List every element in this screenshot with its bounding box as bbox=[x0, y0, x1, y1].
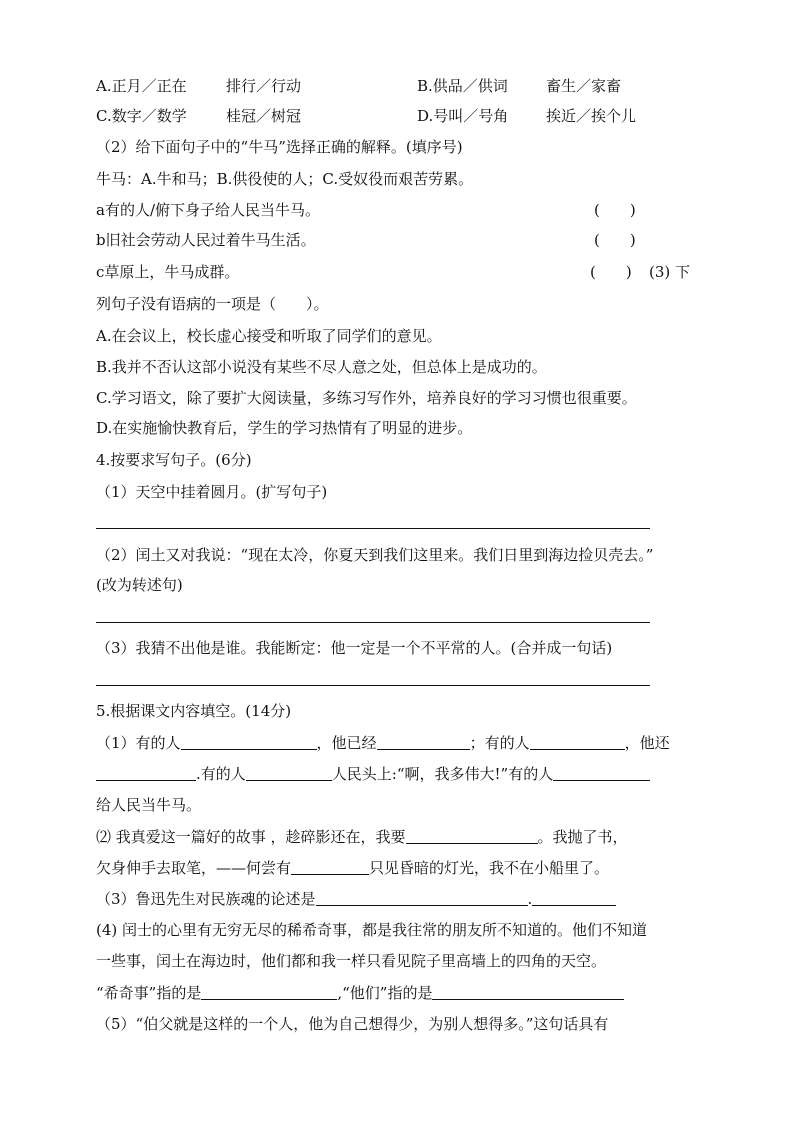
answer-line-q4-1[interactable] bbox=[96, 528, 650, 529]
q3-2-sentence-a: a有的人/俯下身子给人民当牛马。 bbox=[96, 201, 320, 219]
q5-line-3: 给人民当牛马。 bbox=[96, 796, 202, 814]
q4-title: 4.按要求写句子。(6分) bbox=[96, 451, 252, 469]
option-d2: 挨近／挨个儿 bbox=[546, 107, 637, 125]
q5-text: ，他已经 bbox=[316, 734, 377, 752]
q5-text: 。我抛了书， bbox=[537, 828, 628, 846]
q5-text: 人民头上:“啊，我多伟大!”有的人 bbox=[331, 765, 554, 783]
answer-line-q4-3[interactable] bbox=[96, 685, 650, 686]
fill-blank[interactable] bbox=[201, 983, 337, 1000]
q5-text: . bbox=[527, 890, 533, 908]
q3-2-prompt: （2）给下面句子中的“牛马”选择正确的解释。(填序号) bbox=[96, 138, 463, 156]
fill-blank[interactable] bbox=[377, 733, 470, 750]
q4-s3: （3）我猜不出他是谁。我能断定：他一定是一个不平常的人。(合并成一句话) bbox=[96, 639, 613, 657]
q5-line-9 bbox=[96, 983, 624, 1003]
option-a1: A.正月／正在 bbox=[96, 77, 187, 95]
q5-line-1 bbox=[96, 733, 670, 753]
q5-line-5 bbox=[96, 858, 609, 878]
fill-blank[interactable] bbox=[432, 983, 624, 1000]
q5-title: 5.根据课文内容填空。(14分) bbox=[96, 702, 292, 720]
fill-blank[interactable] bbox=[291, 858, 369, 875]
answer-paren-b[interactable]: ( ) bbox=[594, 231, 636, 249]
option-b1: B.供品／供词 bbox=[417, 77, 508, 95]
q5-line-6 bbox=[96, 889, 616, 909]
fill-blank[interactable] bbox=[316, 889, 528, 906]
answer-paren-a[interactable]: ( ) bbox=[594, 201, 636, 219]
option-d1: D.号叫／号角 bbox=[417, 107, 509, 125]
q5-line-8: 一些事，闰土在海边时，他们都和我一样只看见院子里高墙上的四角的天空。 bbox=[96, 952, 607, 970]
q3-3-option-a: A.在会议上，校长虚心接受和听取了同学们的意见。 bbox=[96, 327, 442, 345]
option-b2: 畜生／家畜 bbox=[546, 77, 622, 95]
q3-2-definitions: 牛马：A.牛和马；B.供役使的人；C.受奴役而艰苦劳累。 bbox=[96, 170, 474, 188]
fill-blank[interactable] bbox=[96, 764, 196, 781]
q3-3-option-b: B.我并不否认这部小说没有某些不尽人意之处，但总体上是成功的。 bbox=[96, 358, 547, 376]
q5-text: .有的人 bbox=[196, 765, 246, 783]
q4-s1: （1）天空中挂着圆月。(扩写句子) bbox=[96, 483, 328, 501]
q5-line-2 bbox=[96, 764, 650, 784]
q5-line-7: (4) 闰士的心里有无穷无尽的稀希奇事，都是我往常的朋友所不知道的。他们不知道 bbox=[96, 921, 648, 939]
q3-3-prompt: 列句子没有语病的一项是（ ）。 bbox=[96, 295, 329, 313]
q4-s2-instruction: (改为转述句) bbox=[96, 576, 183, 594]
option-c1: C.数字／数学 bbox=[96, 107, 187, 125]
q5-text: 欠身伸手去取笔，——何尝有 bbox=[96, 859, 292, 877]
q5-text: ，他还 bbox=[624, 734, 670, 752]
q4-s2: （2）闰土又对我说：“现在太冷，你夏天到我们这里来。我们日里到海边捡贝壳去。” bbox=[96, 546, 654, 564]
q3-2-sentence-c: c草原上，牛马成群。 bbox=[96, 263, 240, 281]
q5-text: ,“他们”指的是 bbox=[337, 984, 433, 1002]
q5-text: ；有的人 bbox=[469, 734, 530, 752]
fill-blank[interactable] bbox=[246, 764, 332, 781]
q5-line-4 bbox=[96, 827, 628, 847]
answer-line-q4-2[interactable] bbox=[96, 622, 650, 623]
q5-text: “希奇事”指的是 bbox=[96, 984, 202, 1002]
fill-blank[interactable] bbox=[532, 889, 616, 906]
fill-blank[interactable] bbox=[553, 764, 650, 781]
q3-3-option-c: C.学习语文，除了要扩大阅读量，多练习写作外，培养良好的学习习惯也很重要。 bbox=[96, 389, 637, 407]
q5-text: （3）鲁迅先生对民族魂的论述是 bbox=[96, 890, 316, 908]
fill-blank[interactable] bbox=[530, 733, 625, 750]
fill-blank[interactable] bbox=[406, 827, 538, 844]
option-c2: 桂冠／树冠 bbox=[226, 107, 302, 125]
q3-3-label: (3) 下 bbox=[649, 263, 691, 281]
answer-paren-c[interactable]: ( ) bbox=[590, 263, 632, 281]
q5-line-10: （5）“伯父就是这样的一个人，他为自己想得少，为别人想得多。”这句话具有 bbox=[96, 1015, 609, 1033]
q3-2-sentence-b: b旧社会劳动人民过着牛马生活。 bbox=[96, 231, 316, 249]
q5-text: （1）有的人 bbox=[96, 734, 181, 752]
fill-blank[interactable] bbox=[181, 733, 317, 750]
q5-text: 只见昏暗的灯光，我不在小船里了。 bbox=[369, 859, 610, 877]
q3-3-option-d: D.在实施愉快教育后，学生的学习热情有了明显的进步。 bbox=[96, 419, 473, 437]
option-a2: 排行／行动 bbox=[226, 77, 302, 95]
q5-text: ⑵ 我真爱这一篇好的故事 ，趁碎影还在，我要 bbox=[96, 828, 406, 846]
